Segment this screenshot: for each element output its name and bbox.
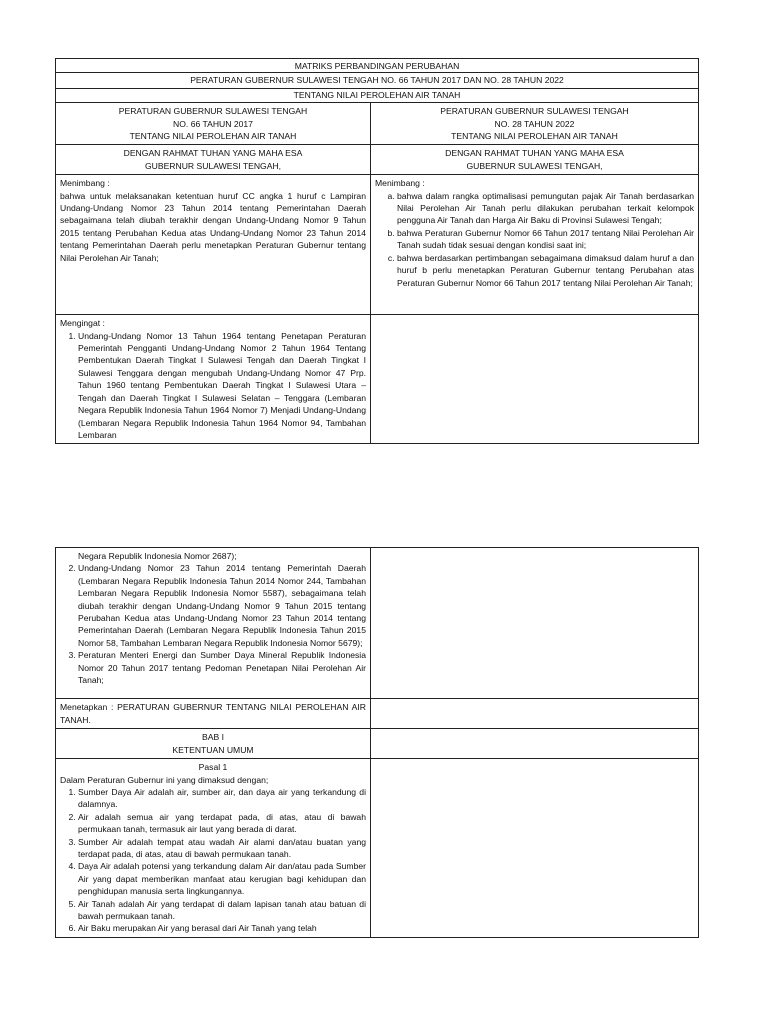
right-title-line2: NO. 28 TAHUN 2022 — [494, 118, 575, 129]
right-title-line1: PERATURAN GUBERNUR SULAWESI TENGAH — [440, 106, 629, 117]
right-menetapkan-empty — [371, 699, 699, 729]
menimbang-item-c: c. bahwa berdasarkan pertimbangan sebagaimana dimaksud dalam huruf a dan huruf b perlu menetapkan Peraturan Gubernur tentang Perubahan atas Peraturan Gubernur Nomor 66 Tahun 2017 tentang Nilai Perolehan Air Tanah; — [397, 252, 694, 289]
right-regulation-title — [371, 103, 699, 145]
definition-list — [60, 786, 366, 935]
left-mengingat — [56, 315, 371, 444]
left-regulation-title — [56, 103, 371, 145]
menimbang-label-left: Menimbang : — [60, 178, 110, 189]
left-title-line1: PERATURAN GUBERNUR SULAWESI TENGAH — [118, 106, 308, 117]
pasal-1 — [56, 759, 371, 938]
left-rahmat: DENGAN RAHMAT TUHAN YANG MAHA ESA — [123, 148, 303, 159]
left-menimbang — [56, 175, 371, 315]
header-subject: TENTANG NILAI PEROLEHAN AIR TANAH — [56, 88, 698, 101]
pasal-intro: Dalam Peraturan Gubernur ini yang dimaksud dengan; — [60, 774, 269, 785]
header-title: MATRIKS PERBANDINGAN PERUBAHAN — [294, 61, 460, 71]
menetapkan: Menetapkan : PERATURAN GUBERNUR TENTANG NILAI PEROLEHAN AIR TANAH. — [56, 699, 371, 729]
right-title-line3: TENTANG NILAI PEROLEHAN AIR TANAH — [451, 131, 618, 142]
mengingat-item-1: 1. Undang-Undang Nomor 13 Tahun 1964 tentang Penetapan Peraturan Pemerintah Pengganti Undang-Undang Nomor 2 Tahun 1964 Tentang Pembentukan Daerah Tingkat I Sulawesi Tengah dan Daerah Tingkat I Sulawesi Tenggara dengan mengubah Undang-Undang Nomor 47 Prp. Tahun 1960 tentang Pembentukan Daerah Tingkat I Sulawesi Utara – Tengah dan Daerah Tingkat I Sulawesi Selatan – Tenggara (Lembaran Negara Republik Indonesia Tahun 1964 Nomor 7) Menjadi Undang-Undang (Lembaran Negara Republik Indonesia Tahun 1964 Nomor 94, Tambahan Lembaran — [78, 330, 366, 442]
bab-number: BAB I — [202, 732, 224, 743]
right-mengingat-empty — [371, 315, 699, 444]
right-pasal-empty — [371, 759, 699, 938]
left-title-line3: TENTANG NILAI PEROLEHAN AIR TANAH — [129, 131, 297, 142]
comparison-table-page2 — [55, 547, 699, 938]
bab-title: KETENTUAN UMUM — [172, 744, 254, 755]
right-rahmat: DENGAN RAHMAT TUHAN YANG MAHA ESA — [445, 148, 624, 159]
definition-item: 3. Sumber Air adalah tempat atau wadah Air alami dan/atau buatan yang terdapat pada, di atas, atau di bawah permukaan tanah. — [78, 836, 366, 861]
definition-item: 4. Daya Air adalah potensi yang terkandung dalam Air dan/atau pada Sumber Air yang dapat memberikan manfaat atau kerugian bagi kehidupan dan penghidupan manusia serta lingkungannya. — [78, 860, 366, 897]
mengingat-item-3: 3. Peraturan Menteri Energi dan Sumber Daya Mineral Republik Indonesia Nomor 20 Tahun 2017 tentang Pedoman Penetapan Nilai Perolehan Air Tanah; — [78, 649, 366, 686]
right-preamble — [371, 145, 699, 175]
menimbang-item-a: a. bahwa dalam rangka optimalisasi pemungutan pajak Air Tanah berdasarkan Nilai Perolehan Air Tanah perlu dilakukan perubahan terkait kelompok pengguna Air Tanah dan Harga Air Baku di Provinsi Sulawesi Tengah; — [397, 190, 694, 227]
right-gubernur: GUBERNUR SULAWESI TENGAH, — [466, 160, 603, 171]
right-bab-empty — [371, 729, 699, 759]
menimbang-label-right: Menimbang : — [375, 178, 425, 189]
mengingat-item-2: 2. Undang-Undang Nomor 23 Tahun 2014 tentang Pemerintah Daerah (Lembaran Negara Republik Indonesia Tahun 2014 Nomor 244, Tambahan Lembaran Negara Republik Indonesia Nomor 5587), sebagaimana telah diubah terakhir dengan Undang-Undang Nomor 9 Tahun 2015 tentang Perubahan Kedua atas Undang-Undang Nomor 23 Tahun 2014 tentang Pemerintahan Daerah (Lembaran Negara Republik Indonesia Tahun 2015 Nomor 58, Tambahan Lembaran Negara Republik Indonesia Nomor 5679); — [78, 562, 366, 649]
header-regulations: PERATURAN GUBERNUR SULAWESI TENGAH NO. 66 TAHUN 2017 DAN NO. 28 TAHUN 2022 — [56, 72, 698, 87]
menimbang-list-right — [375, 190, 694, 289]
matrix-header — [56, 59, 699, 103]
left-mengingat-continued — [56, 548, 371, 699]
pasal-number: Pasal 1 — [198, 762, 228, 773]
definition-item: 1. Sumber Daya Air adalah air, sumber air, dan daya air yang terkandung di dalamnya. — [78, 786, 366, 811]
definition-item: 5. Air Tanah adalah Air yang terdapat di dalam lapisan tanah atau batuan di bawah permukaan tanah. — [78, 898, 366, 923]
left-preamble — [56, 145, 371, 175]
definition-item: 6. Air Baku merupakan Air yang berasal dari Air Tanah yang telah — [78, 922, 366, 934]
mengingat-label: Mengingat : — [60, 318, 105, 329]
menimbang-text-left: bahwa untuk melaksanakan ketentuan huruf CC angka 1 huruf c Lampiran Undang-Undang Nomor 23 Tahun 2014 tentang Pemerintahan Daerah sebagaimana telah diubah terakhir dengan Undang-Undang Nomor 9 Tahun 2015 tentang Perubahan Kedua atas Undang-Undang Nomor 23 Tahun 2014 tentang Pemerintahan Daerah perlu menetapkan Peraturan Gubernur tentang Nilai Perolehan Air Tanah; — [60, 190, 366, 263]
mengingat-continued-text: Negara Republik Indonesia Nomor 2687); — [78, 551, 237, 561]
menimbang-item-b: b. bahwa Peraturan Gubernur Nomor 66 Tahun 2017 tentang Nilai Perolehan Air Tanah sudah tidak sesuai dengan kondisi saat ini; — [397, 227, 694, 252]
definition-item: 2. Air adalah semua air yang terdapat pada, di atas, atau di bawah permukaan tanah, termasuk air laut yang berada di darat. — [78, 811, 366, 836]
right-mengingat-continued-empty — [371, 548, 699, 699]
left-title-line2: NO. 66 TAHUN 2017 — [173, 118, 253, 129]
mengingat-list — [60, 330, 366, 442]
mengingat-list-continued — [60, 562, 366, 686]
bab-heading — [56, 729, 371, 759]
comparison-table-page1 — [55, 58, 699, 444]
left-gubernur: GUBERNUR SULAWESI TENGAH, — [144, 160, 282, 171]
right-menimbang — [371, 175, 699, 315]
